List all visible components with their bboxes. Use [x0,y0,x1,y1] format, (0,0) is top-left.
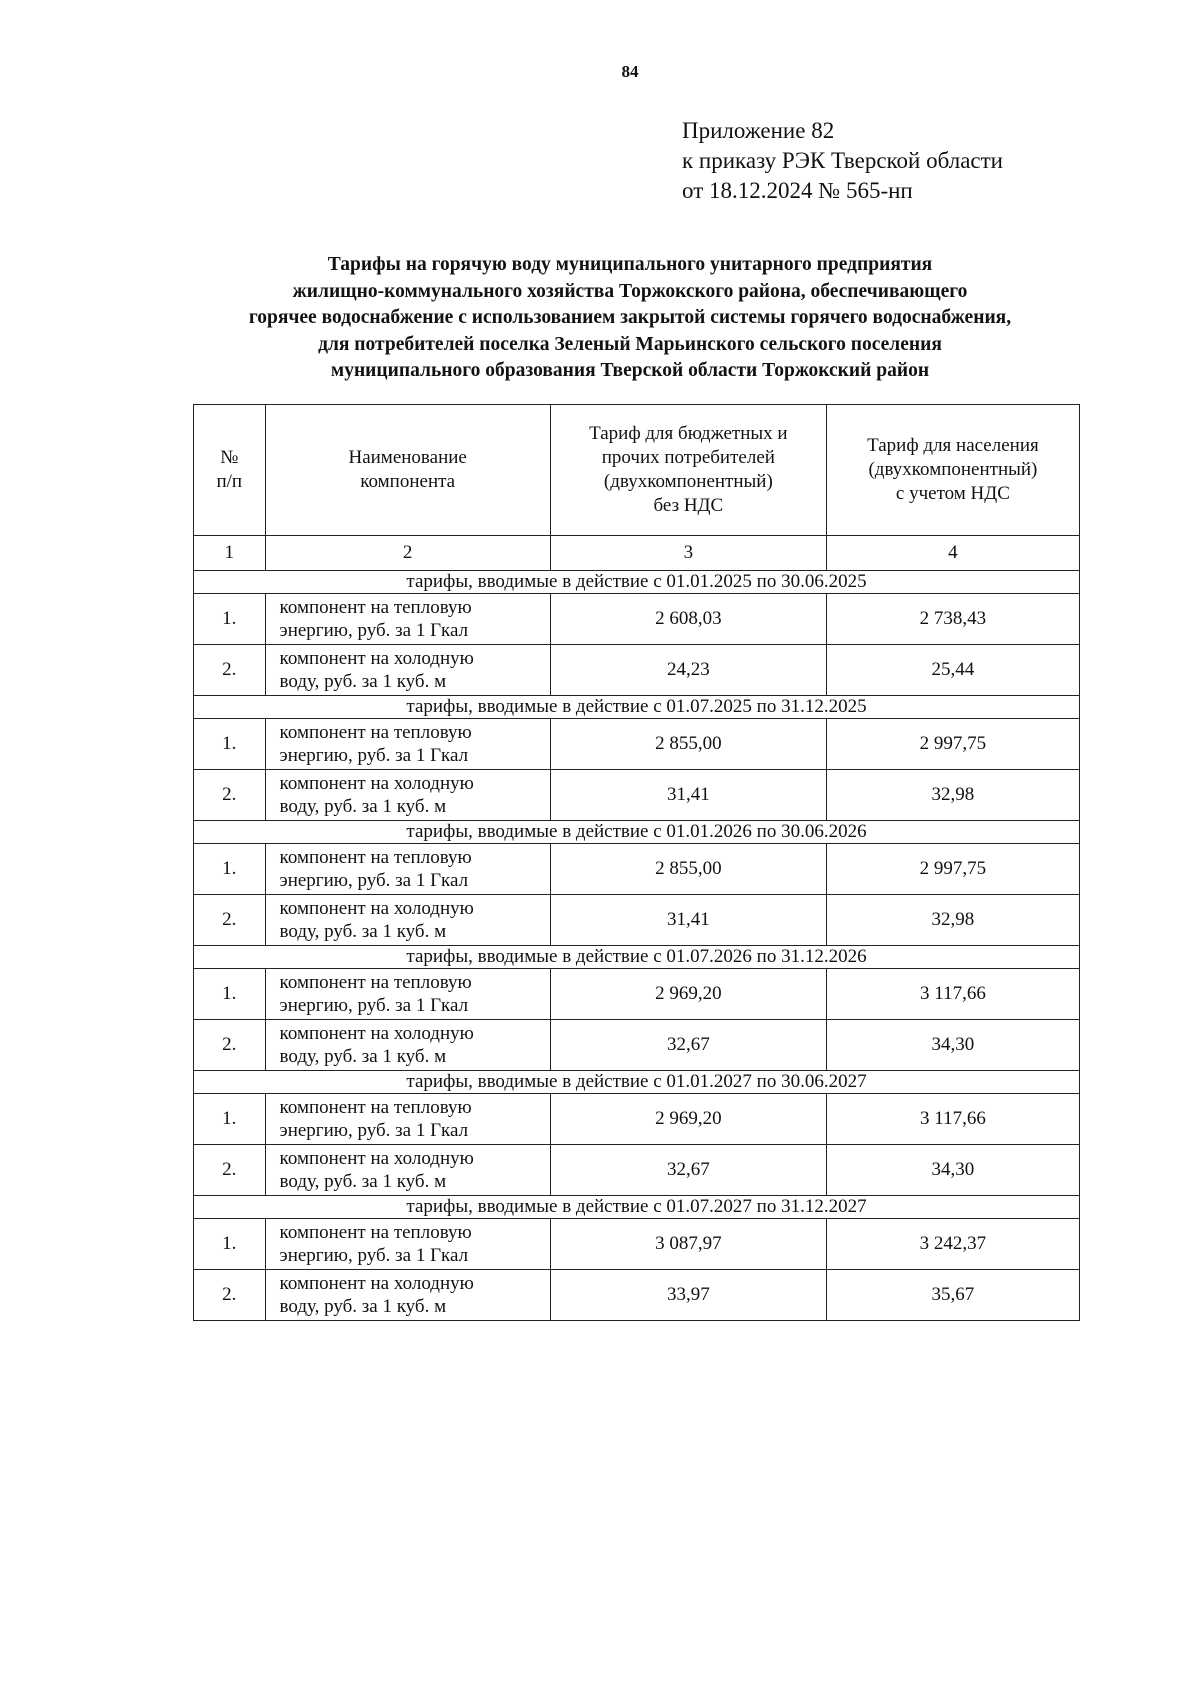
title-line: Тарифы на горячую воду муниципального унитарного предприятия [327,254,933,275]
header-text: компонента [360,471,456,492]
component-name-line: компонент на холодную [279,648,474,669]
population-tariff-value: 32,98 [826,895,1079,946]
header-text: (двухкомпонентный) [603,471,773,492]
row-number: 1. [194,1219,266,1270]
component-name-line: компонент на холодную [279,898,474,919]
budget-tariff-value: 32,67 [550,1145,826,1196]
period-row [194,696,1080,719]
header-cell-population-tariff [826,405,1079,536]
population-tariff-value: 32,98 [826,770,1079,821]
period-label: тарифы, вводимые в действие с 01.07.2025 по 31.12.2025 [194,696,1080,719]
header-text: № [220,447,239,468]
column-number: 1 [194,536,266,571]
period-label: тарифы, вводимые в действие с 01.07.2027 по 31.12.2027 [194,1196,1080,1219]
header-cell-name [265,405,550,536]
row-number: 2. [194,770,266,821]
column-number: 4 [826,536,1079,571]
component-name-line: компонент на тепловую [279,1097,472,1118]
row-number: 2. [194,1270,266,1321]
component-name-line: энергию, руб. за 1 Гкал [279,620,469,641]
period-row [194,821,1080,844]
component-name-line: энергию, руб. за 1 Гкал [279,745,469,766]
table-row [194,1094,1080,1145]
column-number: 2 [265,536,550,571]
header-cell-number [194,405,266,536]
budget-tariff-value: 32,67 [550,1020,826,1071]
component-name [265,1219,550,1270]
budget-tariff-value: 24,23 [550,645,826,696]
row-number: 1. [194,719,266,770]
table-header-row [194,405,1080,536]
table-row [194,895,1080,946]
document-title [150,252,1110,385]
component-name [265,1270,550,1321]
table-row [194,1145,1080,1196]
title-line: жилищно-коммунального хозяйства Торжокского района, обеспечивающего [292,280,968,302]
population-tariff-value: 35,67 [826,1270,1079,1321]
table-row [194,1219,1080,1270]
page-number: 84 [621,62,639,81]
table-row [194,1270,1080,1321]
row-number: 1. [194,969,266,1020]
budget-tariff-value: 2 608,03 [550,594,826,645]
table-row [194,770,1080,821]
component-name-line: компонент на холодную [279,1273,474,1294]
title-line: горячее водоснабжение с использованием закрытой системы горячего водоснабжения, [248,307,1012,328]
period-label: тарифы, вводимые в действие с 01.01.2027 по 30.06.2027 [194,1071,1080,1094]
budget-tariff-value: 31,41 [550,770,826,821]
header-text: прочих потребителей [601,447,775,468]
header-text: Наименование [348,447,467,468]
column-number: 3 [550,536,826,571]
component-name-line: воду, руб. за 1 куб. м [279,1046,447,1067]
row-number: 1. [194,594,266,645]
component-name-line: воду, руб. за 1 куб. м [279,1296,447,1317]
table-row [194,1020,1080,1071]
component-name-line: энергию, руб. за 1 Гкал [279,1245,469,1266]
title-line: муниципального образования Тверской области Торжокский район [330,360,930,381]
header-text: с учетом НДС [895,483,1010,504]
component-name-line: компонент на холодную [279,1148,474,1169]
period-row [194,1071,1080,1094]
component-name-line: компонент на холодную [279,773,474,794]
header-text: без НДС [653,495,724,516]
row-number: 2. [194,895,266,946]
population-tariff-value: 2 997,75 [826,844,1079,895]
row-number: 1. [194,1094,266,1145]
header-cell-budget-tariff [550,405,826,536]
component-name-line: компонент на тепловую [279,972,472,993]
component-name-line: воду, руб. за 1 куб. м [279,921,447,942]
table-row [194,844,1080,895]
component-name [265,594,550,645]
component-name-line: компонент на тепловую [279,847,472,868]
table-row [194,645,1080,696]
period-label: тарифы, вводимые в действие с 01.07.2026 по 31.12.2026 [194,946,1080,969]
component-name [265,645,550,696]
budget-tariff-value: 2 969,20 [550,969,826,1020]
appendix-line: от 18.12.2024 № 565-нп [682,178,913,203]
tariff-table [193,404,1080,1321]
appendix-line: Приложение 82 [682,118,835,143]
table-row [194,969,1080,1020]
period-row [194,571,1080,594]
component-name [265,1020,550,1071]
component-name-line: энергию, руб. за 1 Гкал [279,995,469,1016]
period-row [194,1196,1080,1219]
component-name [265,1094,550,1145]
header-text: п/п [216,471,243,492]
component-name-line: воду, руб. за 1 куб. м [279,1171,447,1192]
budget-tariff-value: 2 855,00 [550,719,826,770]
title-line: для потребителей поселка Зеленый Марьинского сельского поселения [318,333,942,355]
population-tariff-value: 34,30 [826,1145,1079,1196]
component-name [265,844,550,895]
budget-tariff-value: 2 969,20 [550,1094,826,1145]
component-name [265,719,550,770]
component-name-line: воду, руб. за 1 куб. м [279,671,447,692]
component-name [265,1145,550,1196]
population-tariff-value: 3 242,37 [826,1219,1079,1270]
component-name-line: энергию, руб. за 1 Гкал [279,1120,469,1141]
population-tariff-value: 34,30 [826,1020,1079,1071]
header-text: (двухкомпонентный) [868,459,1038,480]
period-row [194,946,1080,969]
component-name-line: компонент на тепловую [279,597,472,618]
period-label: тарифы, вводимые в действие с 01.01.2026 по 30.06.2026 [194,821,1080,844]
component-name-line: воду, руб. за 1 куб. м [279,796,447,817]
component-name-line: энергию, руб. за 1 Гкал [279,870,469,891]
header-text: Тариф для бюджетных и [589,423,788,444]
population-tariff-value: 2 738,43 [826,594,1079,645]
population-tariff-value: 3 117,66 [826,969,1079,1020]
column-number-row [194,536,1080,571]
table-row [194,719,1080,770]
appendix-reference [682,116,1003,206]
appendix-line: к приказу РЭК Тверской области [682,148,1003,173]
component-name-line: компонент на тепловую [279,722,472,743]
population-tariff-value: 25,44 [826,645,1079,696]
budget-tariff-value: 3 087,97 [550,1219,826,1270]
component-name [265,770,550,821]
component-name-line: компонент на холодную [279,1023,474,1044]
row-number: 1. [194,844,266,895]
budget-tariff-value: 33,97 [550,1270,826,1321]
row-number: 2. [194,645,266,696]
period-label: тарифы, вводимые в действие с 01.01.2025 по 30.06.2025 [194,571,1080,594]
row-number: 2. [194,1020,266,1071]
tariff-table-body [194,405,1080,1321]
population-tariff-value: 2 997,75 [826,719,1079,770]
component-name [265,895,550,946]
component-name [265,969,550,1020]
row-number: 2. [194,1145,266,1196]
header-text: Тариф для населения [867,435,1039,456]
population-tariff-value: 3 117,66 [826,1094,1079,1145]
budget-tariff-value: 2 855,00 [550,844,826,895]
component-name-line: компонент на тепловую [279,1222,472,1243]
table-row [194,594,1080,645]
budget-tariff-value: 31,41 [550,895,826,946]
